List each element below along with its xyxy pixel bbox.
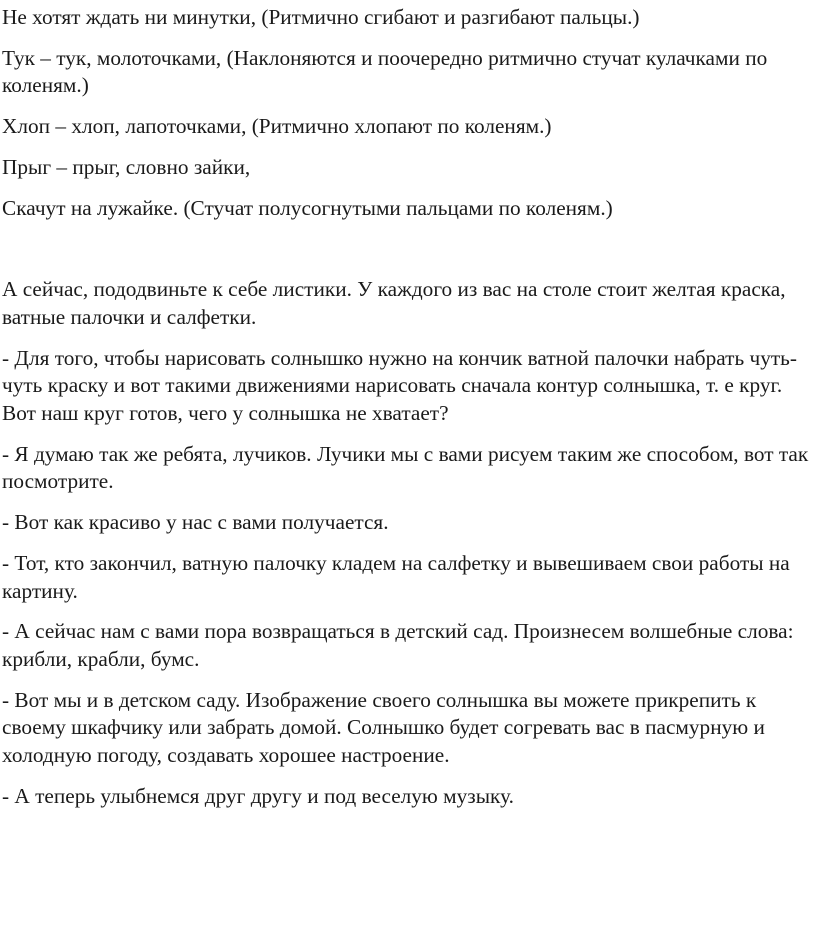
paragraph-beautiful: - Вот как красиво у нас с вами получается.: [2, 510, 389, 535]
paragraph-intro: А сейчас, пододвиньте к себе листики. У каждого из вас на столе стоит желтая краска, ватные палочки и салфетки.: [2, 277, 786, 329]
paragraph-smile: - А теперь улыбнемся друг другу и под веселую музыку.: [2, 783, 514, 808]
paragraph-rhyme-line-4: Прыг – прыг, словно зайки,: [2, 154, 251, 179]
blank-line: [2, 235, 816, 276]
paragraph-rhyme-line-2: Тук – тук, молоточками, (Наклоняются и поочередно ритмично стучат кулачками по коленям.): [2, 45, 768, 98]
paragraph-rhyme-line-1: Не хотят ждать ни минутки, (Ритмично сгибают и разгибают пальцы.): [2, 5, 640, 29]
paragraph-finished: - Тот, кто закончил, ватную палочку кладем на салфетку и вывешиваем свои работы на картину.: [2, 550, 790, 603]
paragraph-draw-circle: - Для того, чтобы нарисовать солнышко нужно на кончик ватной палочки набрать чуть-чуть краску и вот такими движениями нарисовать сначала контур солнышка, т. е круг. Вот наш круг готов, чего у солнышка не хватает?: [2, 345, 797, 426]
paragraph-draw-rays: - Я думаю так же ребята, лучиков. Лучики мы с вами рисуем таким же способом, вот так посмотрите.: [2, 441, 809, 494]
paragraph-rhyme-line-5: Скачут на лужайке. (Стучат полусогнутыми пальцами по коленям.): [2, 195, 613, 220]
paragraph-return: - А сейчас нам с вами пора возвращаться в детский сад. Произнесем волшебные слова: крибли, крабли, бумс.: [2, 619, 794, 671]
paragraph-rhyme-line-3: Хлоп – хлоп, лапоточками, (Ритмично хлопают по коленям.): [2, 114, 552, 139]
paragraph-kindergarten: - Вот мы и в детском саду. Изображение своего солнышка вы можете прикрепить к своему шкафчику или забрать домой. Солнышко будет согревать вас в пасмурную и холодную погоду, создавать хорошее настроение.: [2, 687, 765, 768]
